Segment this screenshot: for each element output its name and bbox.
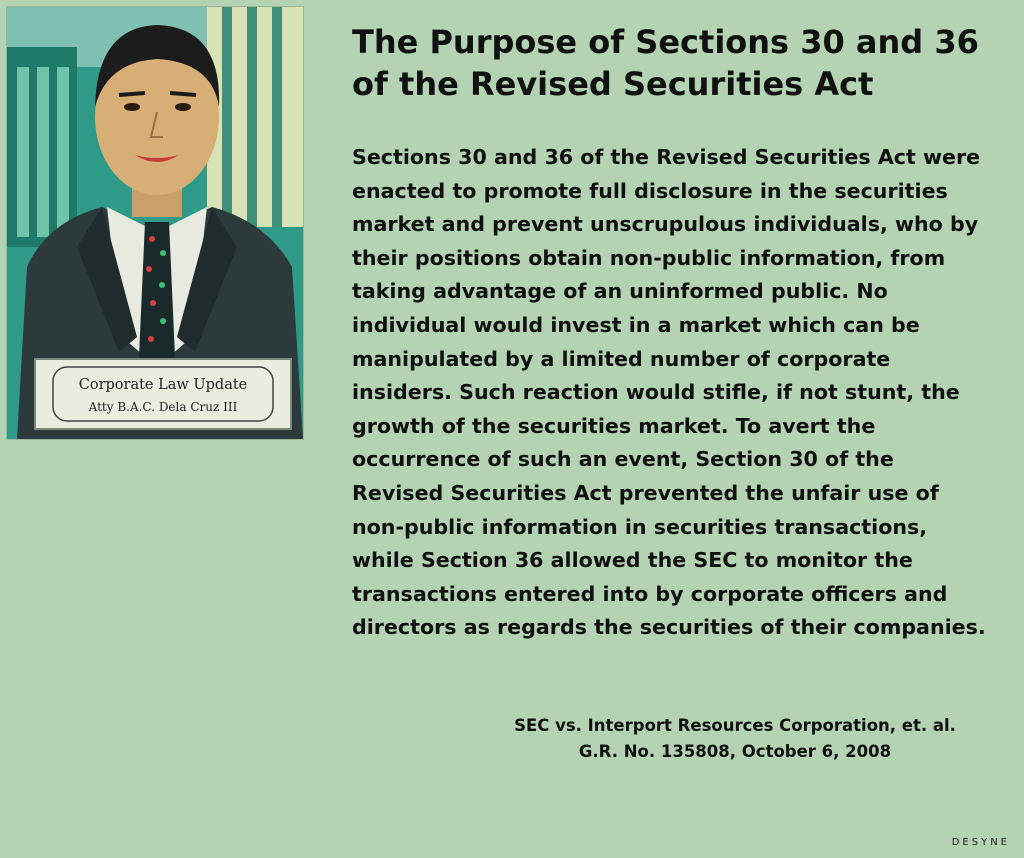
case-citation — [430, 713, 1024, 765]
page-title: The Purpose of Sections 30 and 36 of the Revised Securities Act — [352, 23, 979, 103]
author-portrait — [6, 6, 304, 440]
plaque-title: Corporate Law Update — [78, 377, 248, 393]
citation-case: SEC vs. Interport Resources Corporation, et. al. — [514, 716, 956, 735]
brand-label: DESYNE — [951, 837, 1010, 848]
body-paragraph: Sections 30 and 36 of the Revised Securities Act were enacted to promote full disclosure in the securities market and prevent unscrupulous individuals, who by their positions obtain non-public information, from taking advantage of an uninformed public. No individual would invest in a market which can be manipulated by a limited number of corporate insiders. Such reaction would stifle, if not stunt, the growth of the securities market. To avert the occurrence of such an event, Section 30 of the Revised Securities Act prevented the unfair use of non-public information in securities transactions, while Section 36 allowed the SEC to monitor the transactions entered into by corporate officers and directors as regards the securities of their companies. — [352, 145, 986, 640]
portrait-illustration — [7, 7, 303, 439]
plaque-author: Atty B.A.C. Dela Cruz III — [88, 400, 238, 414]
citation-reference: G.R. No. 135808, October 6, 2008 — [578, 742, 892, 761]
